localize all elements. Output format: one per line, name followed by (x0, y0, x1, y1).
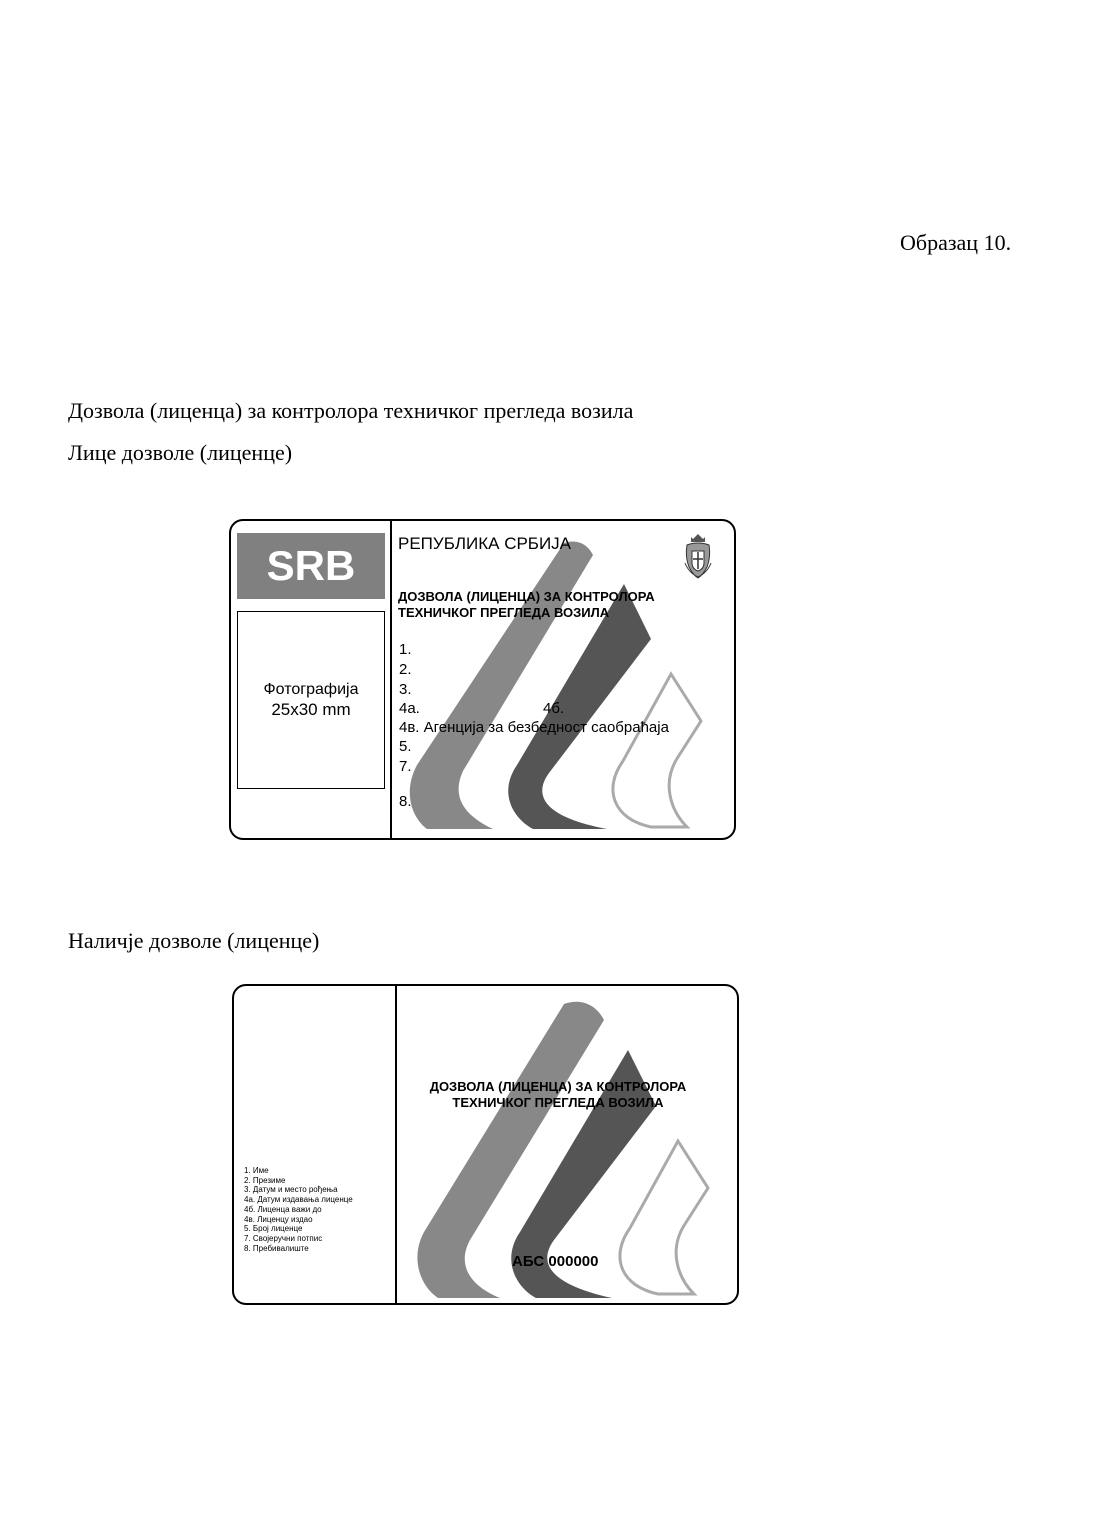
republic-name: РЕПУБЛИКА СРБИЈА (398, 534, 572, 553)
field-4a: 4а. (399, 700, 420, 717)
field-1: 1. (399, 641, 412, 658)
field-4b: 4б. (543, 700, 565, 717)
front-heading-line-2: ТЕХНИЧКОГ ПРЕГЛЕДА ВОЗИЛА (398, 605, 610, 620)
document-title: Дозвола (лиценца) за контролора техничког прегледа возила (68, 398, 634, 423)
legend-item: 1. Име (244, 1166, 269, 1175)
legend-item: 2. Презиме (244, 1175, 286, 1185)
legend-item: 5. Број лиценце (244, 1224, 303, 1234)
card-divider (390, 521, 392, 838)
field-2: 2. (399, 661, 412, 678)
legend-item: 8. Пребивалиште (244, 1243, 309, 1253)
legend-item: 3. Датум и место рођења (244, 1185, 338, 1195)
license-card-front (229, 519, 736, 840)
field-4v: 4в. Агенција за безбедност саобраћаја (399, 719, 669, 736)
back-card-heading (394, 1079, 722, 1111)
photo-size: 25x30 mm (271, 700, 351, 719)
legend-item: 4б. Лиценца важи до (244, 1204, 322, 1214)
agency-logo-graphic-back (234, 986, 739, 1305)
back-side-label: Наличје дозволе (лиценце) (68, 928, 320, 953)
legend-item: 4в. Лиценцу издао (244, 1214, 313, 1224)
field-8: 8. (399, 793, 412, 810)
front-card-heading (398, 589, 655, 621)
back-heading-line-2: ТЕХНИЧКОГ ПРЕГЛЕДА ВОЗИЛА (452, 1095, 664, 1110)
serbia-coat-of-arms-icon (683, 533, 713, 579)
legend-item: 4а. Датум издавања лиценце (244, 1195, 353, 1205)
license-serial-number: АБС 000000 (512, 1253, 599, 1270)
field-7: 7. (399, 758, 412, 775)
field-5: 5. (399, 738, 412, 755)
country-code-box: SRB (237, 533, 385, 599)
photo-placeholder (237, 611, 385, 789)
front-heading-line-1: ДОЗВОЛА (ЛИЦЕНЦА) ЗА КОНТРОЛОРА (398, 589, 655, 604)
photo-label: Фотографија (263, 681, 359, 698)
form-number: Образац 10. (900, 230, 1012, 255)
card-divider (395, 986, 397, 1303)
license-card-back (232, 984, 739, 1305)
field-legend (244, 1166, 353, 1253)
front-side-label: Лице дозволе (лиценце) (68, 440, 293, 465)
back-heading-line-1: ДОЗВОЛА (ЛИЦЕНЦА) ЗА КОНТРОЛОРА (429, 1079, 687, 1094)
field-3: 3. (399, 681, 412, 698)
legend-item: 7. Својеручни потпис (244, 1233, 323, 1243)
